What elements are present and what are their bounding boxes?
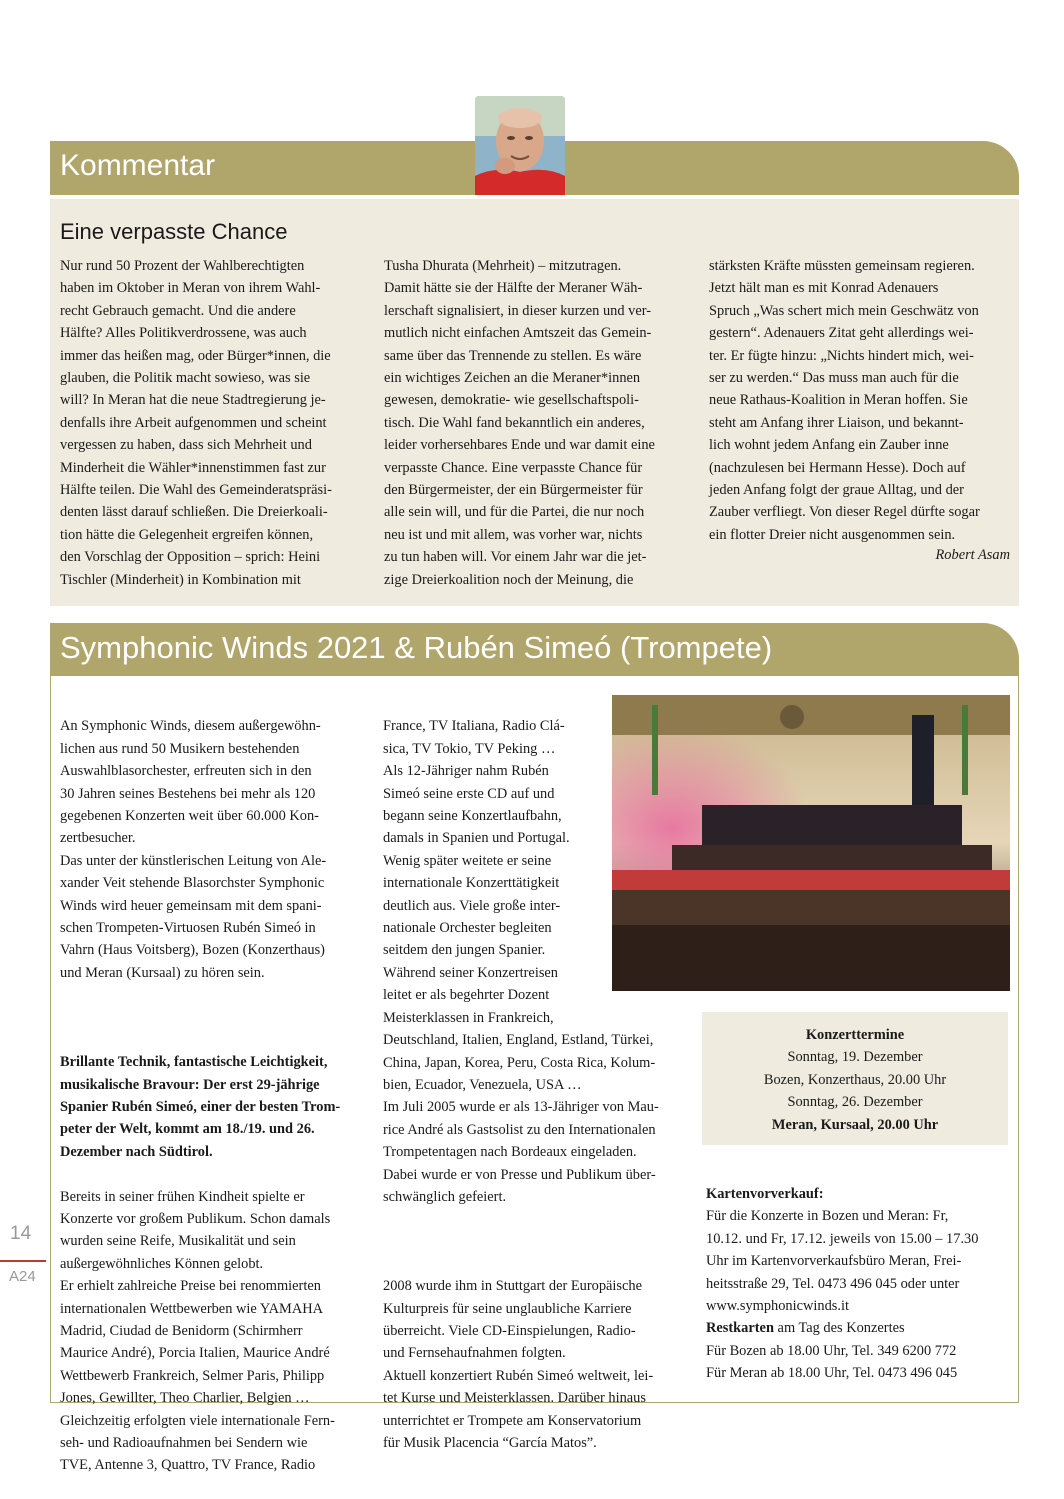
divider — [565, 196, 828, 198]
rest-tickets-line — [706, 1317, 1006, 1339]
spacer — [383, 1231, 693, 1253]
comment-section-title: Kommentar — [60, 149, 216, 182]
ticket-info — [706, 1183, 1006, 1385]
tickets-heading: Kartenvorverkauf: — [706, 1186, 824, 1202]
concert-photo — [612, 695, 1010, 991]
concert-intro-text: An Symphonic Winds, diesem außergewöhn- lichen aus rund 50 Musikern bestehenden Auswahlblasorchester, erfreuten sich in den 30 Jahren seines Bestehens bei mehr als 120 gegebenen Konzerten weit über 60.000 Kon- zertbesucher. Das unter der künstlerischen Leitung von Ale- xander Veit stehende Blasorchster Symphonic Winds wird heuer gemeinsam mit dem spani- schen Trompeten-Virtuosen Rubén Simeó in Vahrn (Haus Voitsberg), Bozen (Konzerthaus) und Meran (Kursaal) zu hören sein. — [60, 718, 327, 981]
concert-column-1 — [60, 693, 360, 1499]
page-marker-rule — [0, 1260, 46, 1262]
author-portrait — [475, 96, 565, 195]
dates-heading: Konzerttermine — [805, 1027, 905, 1043]
comment-heading: Eine verpasste Chance — [60, 219, 288, 244]
tickets-bozen: Für Bozen ab 18.00 Uhr, Tel. 349 6200 772 — [706, 1342, 957, 1359]
comment-column-3: stärksten Kräfte müssten gemeinsam regieren. Jetzt hält man es mit Konrad Adenauers Spruch „Was schert mich mein Geschwätz von gestern“. Adenauers Zitat geht allerdings wei- ter. Er fügte hinzu: „Nichts hindert mich, wei- ser zu werden.“ Das muss man auch für die neue Rathaus-Koalition in Meran hoffen. Sie steht am Anfang ihrer Liaison, und bekannt- lich wohnt jedem Anfang ein Zauber inne (nachzulesen bei Hermann Hesse). Doch auf jeden Anfang folgt der graue Alltag, und der Zauber verfliegt. Von dieser Regel dürfte sogar ein flotter Dreier nicht ausgenommen sein. — [709, 258, 980, 543]
date-line-2: Bozen, Konzerthaus, 20.00 Uhr — [763, 1071, 947, 1088]
concert-dates-box — [702, 1012, 1008, 1145]
date-line-3: Sonntag, 26. Dezember — [787, 1094, 923, 1111]
concert-header-band — [50, 623, 1019, 676]
comment-author: Robert Asam — [935, 547, 1010, 563]
date-line-4: Meran, Kursaal, 20.00 Uhr — [771, 1116, 939, 1133]
concert-section-title: Symphonic Winds 2021 & Rubén Simeó (Trompete) — [60, 630, 773, 665]
concert-body-text: Bereits in seiner frühen Kindheit spielte er Konzerte vor großem Publikum. Schon damals wurden seine Reife, Musikalität und sein außergewöhnliches Können gelobt. Er erhielt zahlreiche Preise bei renommierten internationalen Wettbewerben wie YAMAHA Madrid, Ciudad de Benidorm (Schirmherr Maurice André), Porcia Italien, Maurice André Wettbewerb Frankreich, Selmer Paris, Philipp Jones, Gewillter, Theo Charlier, Belgien … Gleichzeitig erfolgten viele internationale Fern- seh- und Radioaufnahmen bei Sendern wie TVE, Antenne 3, Quattro, TV France, Radio — [60, 1188, 335, 1474]
concert-career-text: France, TV Italiana, Radio Clá- sica, TV Tokio, TV Peking … Als 12-Jähriger nahm Rubén Simeó seine erste CD auf und begann seine Konzertlaufbahn, damals in Spanien und Portugal. Wenig später weitete er seine internationale Konzerttätigkeit deutlich aus. Viele große inter- nationale Orchester begleiten seitdem den jungen Spanier. Während seiner Konzertreisen leitet er als begehrter Dozent Meisterklassen in Frankreich, Deutschland, Italien, England, Estland, Türkei, China, Japan, Korea, Peru, Costa Rica, Kolum- bien, Ecuador, Venezuela, USA … Im Juli 2005 wurde er als 13-Jähriger von Mau- rice André als Gastsolist zu den Internationalen Trompetentagen nach Bordeaux eingeladen. Dabei wurde er von Presse und Publikum über- schwänglich gefeiert. — [383, 718, 659, 1205]
tickets-meran: Für Meran ab 18.00 Uhr, Tel. 0473 496 045 — [706, 1365, 958, 1382]
page-number: 14 — [10, 1223, 32, 1244]
tickets-text: Für die Konzerte in Bozen und Meran: Fr, 10.12. und Fr, 17.12. jeweils von 15.00 – 17.30 Uhr im Kartenvorverkaufsbüro Meran, Frei- heitsstraße 29, Tel. 0473 496 045 oder unter www.symphonicwinds.it — [706, 1208, 979, 1315]
page-code: A24 — [9, 1268, 36, 1285]
rest-tickets-label: Restkarten — [706, 1320, 774, 1337]
date-line-1: Sonntag, 19. Dezember — [787, 1049, 923, 1066]
comment-column-1: Nur rund 50 Prozent der Wahlberechtigten haben im Oktober in Meran von ihrem Wahl- recht Gebrauch gemacht. Und die andere Hälfte? Alles Politikverdrossene, was auch immer das heißen mag, oder Bürger*innen, die glauben, die Politik macht sowieso, was sie will? In Meran hat die neue Stadtregierung je- denfalls ihre Arbeit aufgenommen und scheint vergessen zu haben, dass sich Mehrheit und Minderheit die Wähler*innenstimmen fast zur Hälfte teilen. Die Wahl des Gemeinderatspräsi- denten lässt darauf schließen. Die Dreierkoali- tion hätte die Gelegenheit ergreifen können, den Vorschlag der Opposition – sprich: Heini Tischler (Minderheit) in Kombination mit — [60, 258, 332, 588]
comment-column-2: Tusha Dhurata (Mehrheit) – mitzutragen. Damit hätte sie der Hälfte der Meraner Wäh- lerschaft signalisiert, in dieser kurzen und ver- mutlich nicht einfachen Amtszeit das Gemein- same über das Trennende zu stellen. Es wäre ein wichtiges Zeichen an die Meraner*innen gewesen, demokratie- wie gesellschaftspoli- tisch. Die Wahl fand bekanntlich ein anderes, leider vorhersehbares Ende und war damit eine verpasste Chance. Eine verpasste Chance für den Bürgermeister, der ein Bürgermeister für alle sein will, und für die Partei, die nur noch neu ist und mit allem, was vorher war, nichts zu tun haben will. Vor einem Jahr war die jet- zige Dreierkoalition noch der Meinung, die — [384, 258, 655, 588]
rest-tickets-suffix: am Tag des Konzertes — [773, 1320, 905, 1337]
concert-award-text: 2008 wurde ihm in Stuttgart der Europäische Kulturpreis für seine unglaubliche Karriere überreicht. Viele CD-Einspielungen, Radio- und Fernsehaufnahmen folgten. Aktuell konzertiert Rubén Simeó weltweit, lei- tet Kurse und Meisterklassen. Darüber hinaus unterrichtet er Trompete am Konservatorium für Musik Placencia “García Matos”. — [383, 1278, 654, 1451]
spacer — [60, 1007, 360, 1029]
concert-lead-text: Brillante Technik, fantastische Leichtigkeit, musikalische Bravour: Der erst 29-jährige Spanier Rubén Simeó, einer der besten Trom- peter der Welt, kommt am 18./19. und 26. Dezember nach Südtirol. — [60, 1054, 341, 1160]
